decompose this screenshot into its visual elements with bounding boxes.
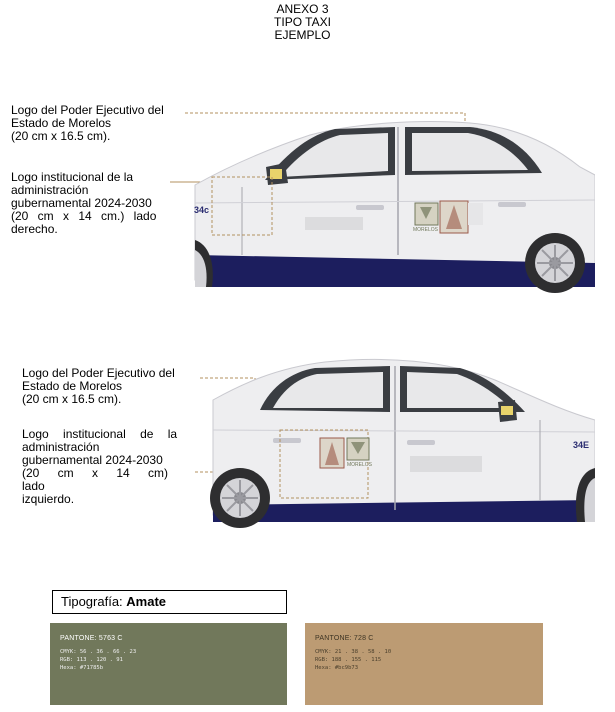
s2-inst-line1: Logo institucional de la bbox=[22, 427, 178, 441]
taxi-car-right-side bbox=[170, 105, 595, 295]
swatch-green-cmyk: CMYK: 56 . 36 . 66 . 23 bbox=[60, 649, 137, 655]
s1-poder-line1: Logo del Poder Ejecutivo del bbox=[11, 103, 164, 117]
s2-logo-poder-text bbox=[22, 367, 197, 406]
s2-poder-line2: Estado de Morelos bbox=[22, 379, 123, 393]
s2-inst-line3: gubernamental 2024-2030 bbox=[22, 453, 163, 467]
s2-poder-line3: (20 cm x 16.5 cm). bbox=[22, 392, 122, 406]
typography-box bbox=[52, 590, 287, 614]
swatch-green-pantone: PANTONE: 5763 C bbox=[60, 635, 123, 642]
s2-car-number: 34E bbox=[573, 440, 590, 450]
swatch-tan-hexa: Hexa: #bc9b73 bbox=[315, 665, 359, 671]
s2-inst-line5: izquierdo. bbox=[22, 492, 75, 506]
typography-label: Tipografía: bbox=[61, 594, 123, 609]
s2-logo-label: MORELOS bbox=[347, 462, 373, 468]
s1-inst-line3: gubernamental 2024-2030 bbox=[11, 196, 152, 210]
s1-poder-line2: Estado de Morelos bbox=[11, 116, 112, 130]
swatch-tan-pantone: PANTONE: 728 C bbox=[315, 635, 374, 642]
typography-font: Amate bbox=[126, 594, 167, 609]
s1-logo-inst-text bbox=[11, 171, 173, 236]
swatch-tan-cmyk: CMYK: 21 . 38 . 58 . 10 bbox=[315, 649, 392, 655]
page-header bbox=[0, 3, 605, 42]
s1-inst-line4: (20 cm x 14 cm.) lado bbox=[11, 209, 157, 223]
s2-poder-line1: Logo del Poder Ejecutivo del bbox=[22, 366, 175, 380]
taxi-car-left-side bbox=[195, 350, 595, 530]
header-example: EJEMPLO bbox=[274, 28, 331, 42]
swatch-green-hexa: Hexa: #71785b bbox=[60, 665, 104, 671]
s2-logo-inst-text bbox=[22, 428, 194, 506]
swatch-green-rgb: RGB: 113 . 120 . 91 bbox=[60, 657, 123, 663]
s1-inst-line5: derecho. bbox=[11, 222, 58, 236]
s1-logo-label: MORELOS bbox=[413, 227, 439, 233]
s1-inst-line1: Logo institucional de la bbox=[11, 170, 134, 184]
header-annex: ANEXO 3 bbox=[276, 2, 329, 16]
s1-car-number: 34c bbox=[194, 205, 210, 215]
swatch-tan-rgb: RGB: 188 . 155 . 115 bbox=[315, 657, 382, 663]
color-swatch-tan bbox=[305, 623, 543, 705]
color-swatch-green bbox=[50, 623, 287, 705]
s2-inst-line4: (20 cm x 14 cm) lado bbox=[22, 466, 169, 493]
s1-logo-poder-text bbox=[11, 104, 186, 143]
s2-inst-line2: administración bbox=[22, 440, 100, 454]
header-type: TIPO TAXI bbox=[274, 15, 331, 29]
s1-poder-line3: (20 cm x 16.5 cm). bbox=[11, 129, 111, 143]
s1-inst-line2: administración bbox=[11, 183, 89, 197]
